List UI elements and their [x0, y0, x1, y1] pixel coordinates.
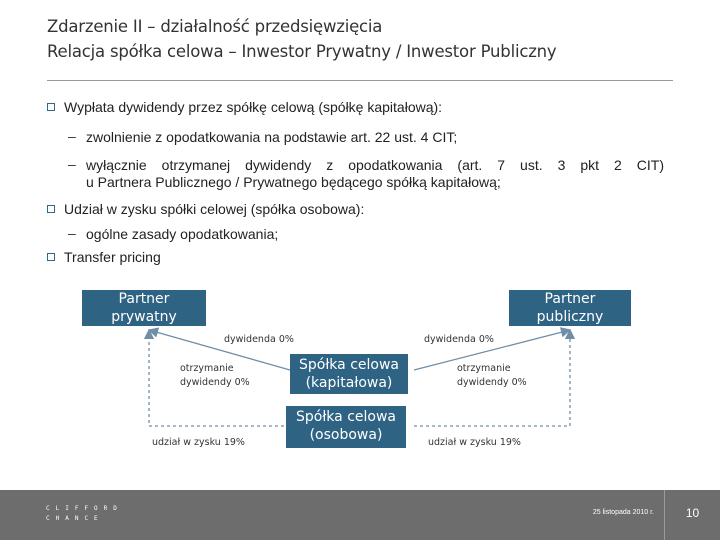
sub-bullet-exclusion-line2: u Partnera Publicznego / Prywatnego będącego spółką kapitałową;	[86, 174, 501, 190]
page-number: 10	[685, 506, 700, 520]
title-line-1: Zdarzenie II – działalność przedsięwzięcia	[47, 17, 383, 36]
partner-public-box	[509, 290, 631, 326]
partner-public-label-2: publiczny	[536, 309, 604, 325]
spv-capital-box	[290, 354, 408, 394]
partner-private-label-2: prywatny	[111, 309, 177, 325]
receipt-right-line-1: otrzymanie	[457, 363, 511, 374]
dividend-left-label: dywidenda 0%	[224, 334, 294, 345]
sub-bullet-exclusion-line1: wyłącznie otrzymanej dywidendy z opodatkowania (art. 7 ust. 3 pkt 2 CIT)	[86, 157, 664, 173]
receipt-right-line-2: dywidendy 0%	[457, 377, 527, 388]
profit-right-label: udział w zysku 19%	[428, 437, 521, 448]
spv-partnership-box	[286, 406, 406, 448]
dash-icon: –	[68, 225, 76, 241]
footer-date: 25 listopada 2010 r.	[592, 509, 654, 516]
receipt-left-line-1: otrzymanie	[180, 363, 234, 374]
dividend-right-label: dywidenda 0%	[424, 334, 494, 345]
spv-capital-label-1: Spółka celowa	[298, 357, 399, 373]
partner-private-label-1: Partner	[118, 291, 170, 307]
bullet-profit-share: Udział w zysku spółki celowej (spółka osobowa):	[64, 201, 365, 217]
partner-private-box	[82, 290, 206, 326]
receipt-left-line-2: dywidendy 0%	[180, 377, 250, 388]
sub-bullet-general-rules: ogólne zasady opodatkowania;	[86, 226, 279, 242]
spv-partnership-label-2: (osobowa)	[309, 427, 383, 443]
receipt-right-label	[457, 362, 527, 390]
title-line-2: Relacja spółka celowa – Inwestor Prywatny / Inwestor Publiczny	[47, 42, 557, 61]
profit-left-label: udział w zysku 19%	[152, 437, 245, 448]
dash-icon: –	[68, 156, 76, 172]
partner-public-label-1: Partner	[544, 291, 596, 307]
spv-capital-label-2: (kapitałowa)	[305, 375, 393, 391]
bullet-transfer-pricing: Transfer pricing	[64, 249, 161, 265]
logo-line-2: CHANCE	[46, 515, 104, 522]
spv-partnership-label-1: Spółka celowa	[295, 409, 396, 425]
bullet-dividend: Wypłata dywidendy przez spółkę celową (spółkę kapitałową):	[64, 99, 443, 115]
sub-bullet-exemption: zwolnienie z opodatkowania na podstawie art. 22 ust. 4 CIT;	[86, 129, 458, 145]
dash-icon: –	[68, 128, 76, 144]
logo-line-1: CLIFFORD	[46, 505, 123, 512]
receipt-left-label	[180, 362, 250, 390]
